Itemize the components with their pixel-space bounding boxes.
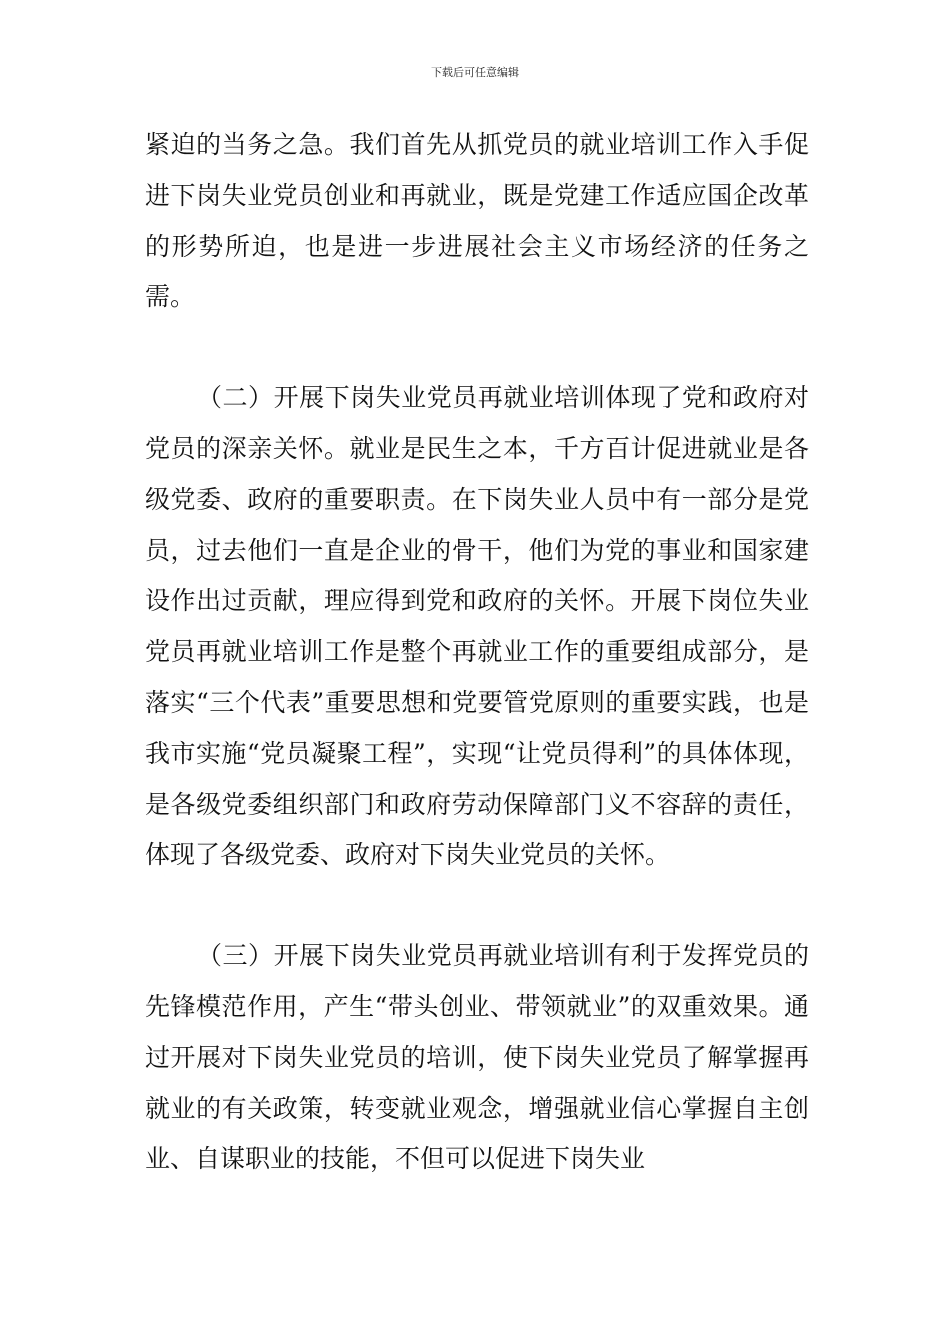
document-body xyxy=(145,120,809,1185)
paragraph-1: 紧迫的当务之急。我们首先从抓党员的就业培训工作入手促进下岗失业党员创业和再就业，既是党建工作适应国企改革的形势所迫，也是进一步进展社会主义市场经济的任务之需。 xyxy=(145,130,809,312)
paragraph-3: （三）开展下岗失业党员再就业培训有利于发挥党员的先锋模范作用，产生“带头创业、带领就业”的双重效果。通过开展对下岗失业党员的培训，使下岗失业党员了解掌握再就业的有关政策，转变就业观念，增强就业信心掌握自主创业、自谋职业的技能，不但可以促进下岗失业 xyxy=(145,941,809,1174)
paragraph-2: （二）开展下岗失业党员再就业培训体现了党和政府对党员的深亲关怀。就业是民生之本，千方百计促进就业是各级党委、政府的重要职责。在下岗失业人员中有一部分是党员，过去他们一直是企业的骨干，他们为党的事业和国家建设作出过贡献，理应得到党和政府的关怀。开展下岗位失业党员再就业培训工作是整个再就业工作的重要组成部分，是落实“三个代表”重要思想和党要管党原则的重要实践，也是我市实施“党员凝聚工程”，实现“让党员得利”的具体体现，是各级党委组织部门和政府劳动保障部门义不容辞的责任，体现了各级党委、政府对下岗失业党员的关怀。 xyxy=(145,383,809,870)
page-header-note: 下载后可任意编辑 xyxy=(431,66,519,79)
